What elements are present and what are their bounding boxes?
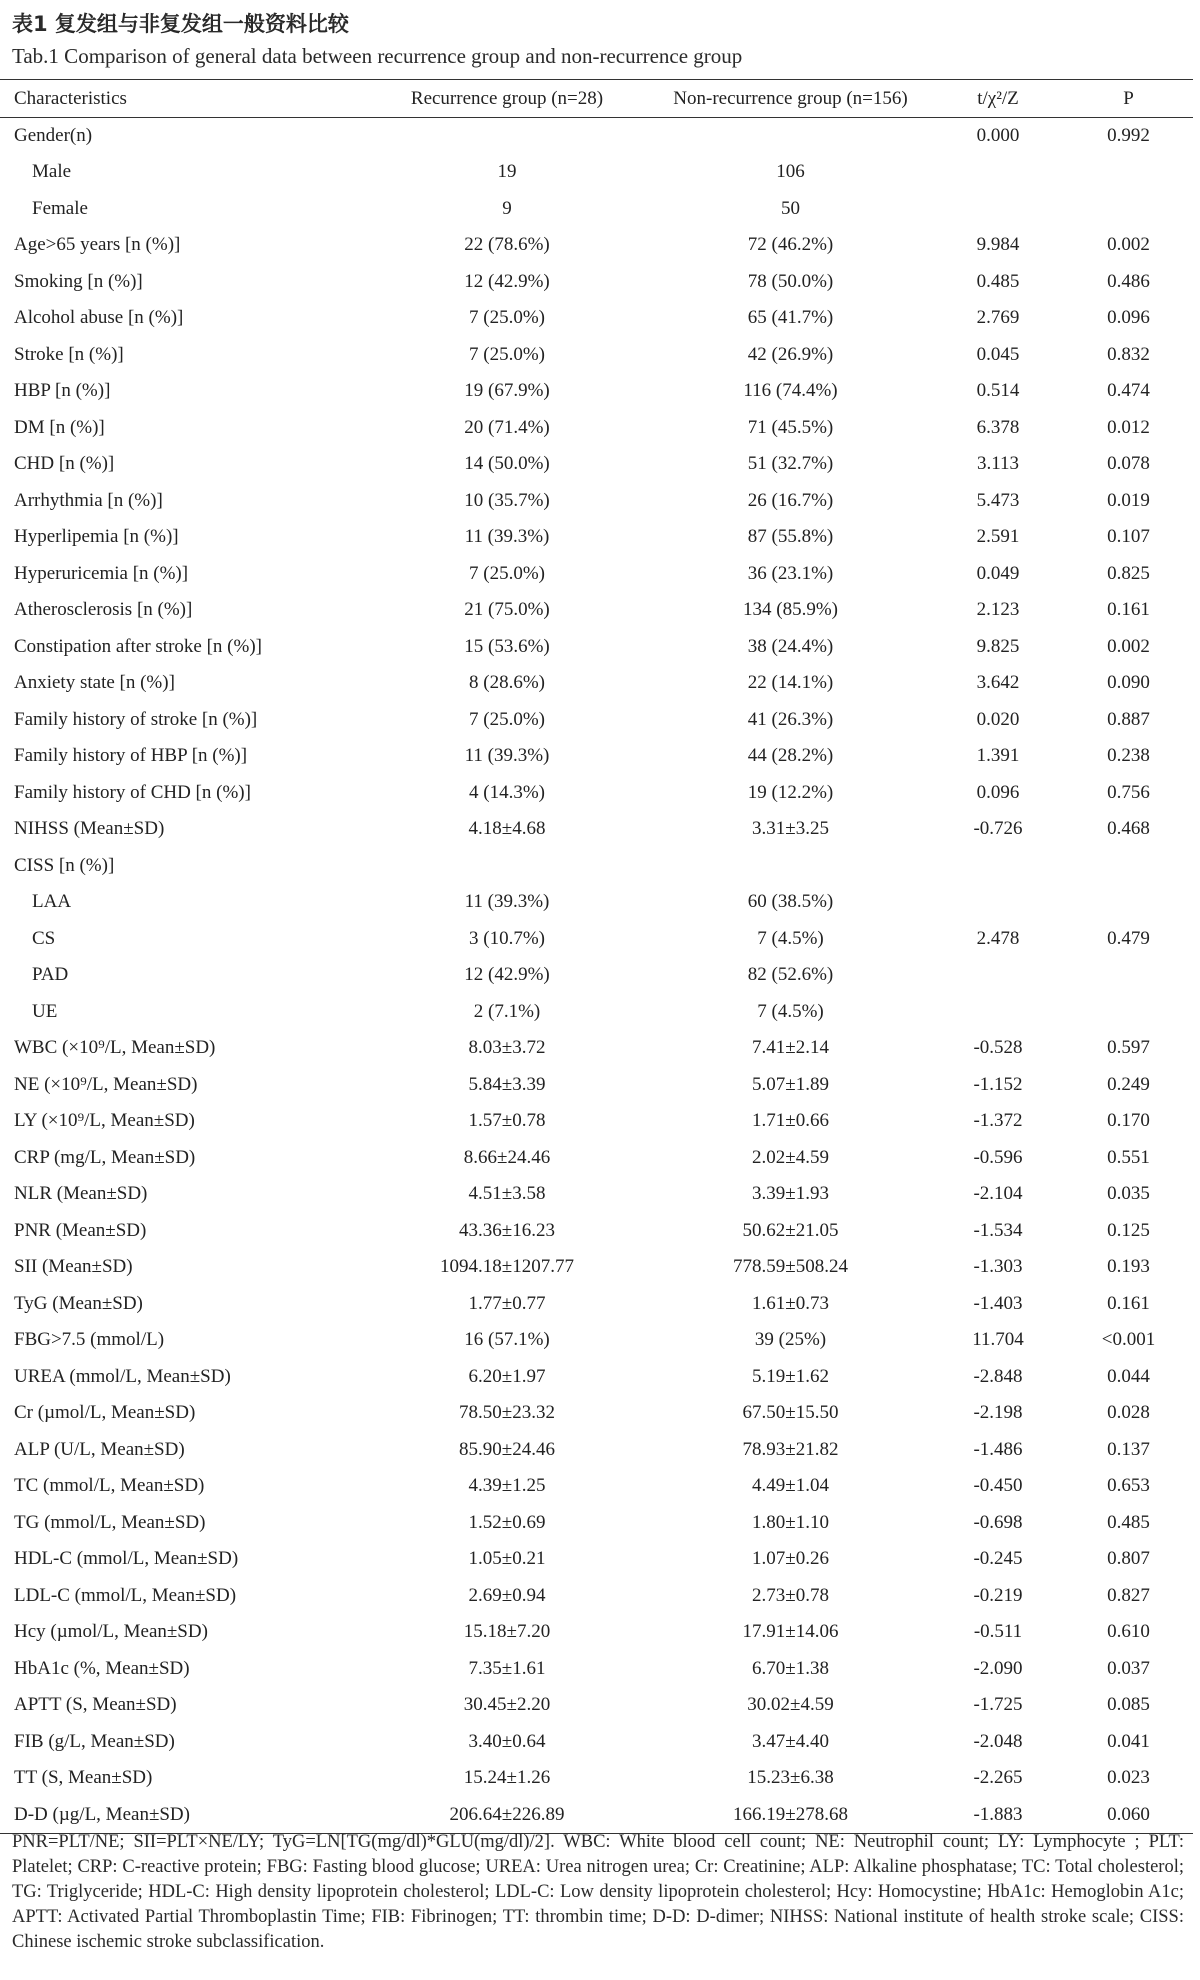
test-statistic-value: -0.245 xyxy=(973,1548,1023,1570)
non-recurrence-value: 1.61±0.73 xyxy=(752,1292,829,1314)
table-row xyxy=(0,702,1193,739)
row-label: PAD xyxy=(32,964,69,986)
non-recurrence-value: 39 (25%) xyxy=(754,1329,827,1351)
row-label: WBC (×10⁹/L, Mean±SD) xyxy=(14,1037,216,1059)
table-row xyxy=(0,1286,1193,1323)
recurrence-value: 206.64±226.89 xyxy=(365,1797,649,1834)
row-label: LAA xyxy=(32,891,72,913)
recurrence-value: 15 (53.6%) xyxy=(464,635,550,657)
table-row xyxy=(0,1395,1193,1432)
table-title-chinese: 表1 复发组与非复发组一般资料比较 xyxy=(12,12,349,36)
non-recurrence-value: 7 (4.5%) xyxy=(757,1000,824,1022)
non-recurrence-value: 2.02±4.59 xyxy=(752,1146,829,1168)
test-statistic-value xyxy=(932,884,1064,921)
test-statistic-value: 0.045 xyxy=(976,343,1020,365)
non-recurrence-value: 5.07±1.89 xyxy=(752,1073,829,1095)
p-value: 0.551 xyxy=(1107,1146,1150,1168)
row-label: DM [n (%)] xyxy=(14,416,105,438)
table-row xyxy=(0,1614,1193,1651)
recurrence-value: 21 (75.0%) xyxy=(464,599,550,621)
row-label: TT (S, Mean±SD) xyxy=(14,1767,153,1789)
test-statistic-value: 0.096 xyxy=(976,781,1020,803)
p-value: 0.041 xyxy=(1107,1730,1150,1752)
row-label: Family history of CHD [n (%)] xyxy=(14,781,251,803)
p-value: 0.023 xyxy=(1107,1767,1150,1789)
test-statistic-value: -1.725 xyxy=(973,1694,1023,1716)
table-row xyxy=(0,738,1193,775)
table-row xyxy=(0,1651,1193,1688)
recurrence-value: 19 (67.9%) xyxy=(464,380,550,402)
p-value: 0.019 xyxy=(1107,489,1150,511)
test-statistic-value xyxy=(932,154,1064,191)
row-label: SII (Mean±SD) xyxy=(14,1256,133,1278)
table-row xyxy=(0,665,1193,702)
table-row xyxy=(0,483,1193,520)
recurrence-value: 1.77±0.77 xyxy=(468,1292,546,1314)
non-recurrence-value: 51 (32.7%) xyxy=(747,453,834,475)
table-row xyxy=(0,1578,1193,1615)
p-value xyxy=(1064,957,1193,994)
recurrence-value: 11 (39.3%) xyxy=(464,526,550,548)
row-label: HBP [n (%)] xyxy=(14,380,111,402)
row-label: CRP (mg/L, Mean±SD) xyxy=(14,1146,196,1168)
test-statistic-value: 9.825 xyxy=(976,635,1020,657)
test-statistic-value: -1.883 xyxy=(932,1797,1064,1834)
comparison-table xyxy=(0,79,1193,1834)
p-value: 0.037 xyxy=(1107,1657,1150,1679)
test-statistic-value: 0.020 xyxy=(976,708,1020,730)
p-value: 0.028 xyxy=(1107,1402,1150,1424)
recurrence-value: 20 (71.4%) xyxy=(464,416,550,438)
test-statistic-value: -2.265 xyxy=(973,1767,1023,1789)
non-recurrence-value: 15.23±6.38 xyxy=(747,1767,834,1789)
table-row xyxy=(0,1541,1193,1578)
table-row xyxy=(0,1176,1193,1213)
test-statistic-value: 9.984 xyxy=(976,234,1020,256)
p-value: 0.610 xyxy=(1107,1621,1150,1643)
row-label: Family history of HBP [n (%)] xyxy=(14,745,248,767)
table-row xyxy=(0,994,1193,1031)
non-recurrence-value: 7 (4.5%) xyxy=(757,927,824,949)
test-statistic-value: 2.769 xyxy=(976,307,1020,329)
table-row xyxy=(0,410,1193,447)
table-row xyxy=(0,811,1193,848)
recurrence-value: 5.84±3.39 xyxy=(468,1073,546,1095)
recurrence-value: 4.18±4.68 xyxy=(468,818,546,840)
row-label: UE xyxy=(32,1000,58,1022)
test-statistic-value: 2.478 xyxy=(976,927,1020,949)
table-row xyxy=(0,957,1193,994)
non-recurrence-value: 78 (50.0%) xyxy=(747,270,834,292)
p-value: <0.001 xyxy=(1101,1329,1156,1351)
p-value: 0.012 xyxy=(1107,416,1150,438)
table-row xyxy=(0,1030,1193,1067)
recurrence-value: 7 (25.0%) xyxy=(469,343,545,365)
p-value: 0.193 xyxy=(1107,1256,1150,1278)
row-label: HbA1c (%, Mean±SD) xyxy=(14,1657,190,1679)
test-statistic-value: -2.848 xyxy=(973,1365,1023,1387)
row-label: Smoking [n (%)] xyxy=(14,270,143,292)
recurrence-value: 3.40±0.64 xyxy=(468,1730,546,1752)
test-statistic-value: -0.726 xyxy=(973,818,1023,840)
table-row xyxy=(0,446,1193,483)
test-statistic-value: -1.152 xyxy=(973,1073,1023,1095)
row-label: Male xyxy=(32,161,72,183)
row-label: ALP (U/L, Mean±SD) xyxy=(14,1438,185,1460)
table-row xyxy=(0,556,1193,593)
recurrence-value: 22 (78.6%) xyxy=(464,234,550,256)
row-label: TC (mmol/L, Mean±SD) xyxy=(14,1475,205,1497)
table-header-row xyxy=(0,80,1193,118)
test-statistic-value: -1.372 xyxy=(973,1110,1023,1132)
p-value: 0.085 xyxy=(1107,1694,1150,1716)
row-label: UREA (mmol/L, Mean±SD) xyxy=(14,1365,231,1387)
row-label: Stroke [n (%)] xyxy=(14,343,124,365)
p-value: 0.078 xyxy=(1107,453,1150,475)
row-label: Atherosclerosis [n (%)] xyxy=(14,599,193,621)
table-row xyxy=(0,154,1193,191)
test-statistic-value: -0.450 xyxy=(973,1475,1023,1497)
recurrence-value: 15.18±7.20 xyxy=(463,1621,551,1643)
non-recurrence-value: 1.71±0.66 xyxy=(752,1110,829,1132)
p-value: 0.486 xyxy=(1107,270,1150,292)
row-label: Family history of stroke [n (%)] xyxy=(14,708,258,730)
recurrence-value: 11 (39.3%) xyxy=(464,891,550,913)
table-row xyxy=(0,1432,1193,1469)
recurrence-value: 30.45±2.20 xyxy=(463,1694,551,1716)
non-recurrence-value: 87 (55.8%) xyxy=(747,526,834,548)
recurrence-value: 8.66±24.46 xyxy=(463,1146,551,1168)
test-statistic-value: 1.391 xyxy=(976,745,1020,767)
table-row xyxy=(0,1322,1193,1359)
recurrence-value: 1.05±0.21 xyxy=(468,1548,546,1570)
non-recurrence-value: 3.47±4.40 xyxy=(752,1730,829,1752)
test-statistic-value: -2.104 xyxy=(973,1183,1023,1205)
table-row xyxy=(0,1103,1193,1140)
recurrence-value: 1.57±0.78 xyxy=(468,1110,546,1132)
test-statistic-value: -0.219 xyxy=(973,1584,1023,1606)
recurrence-value: 10 (35.7%) xyxy=(464,489,550,511)
non-recurrence-value: 65 (41.7%) xyxy=(747,307,834,329)
recurrence-value: 78.50±23.32 xyxy=(459,1402,555,1424)
recurrence-value: 12 (42.9%) xyxy=(464,964,550,986)
recurrence-value: 7 (25.0%) xyxy=(469,708,545,730)
non-recurrence-value: 778.59±508.24 xyxy=(733,1256,848,1278)
test-statistic-value: -2.198 xyxy=(973,1402,1023,1424)
p-value: 0.653 xyxy=(1107,1475,1150,1497)
header-test-statistic: t/χ²/Z xyxy=(932,80,1064,118)
test-statistic-value xyxy=(932,957,1064,994)
non-recurrence-value: 1.80±1.10 xyxy=(752,1511,829,1533)
table-row xyxy=(0,1468,1193,1505)
table-row xyxy=(0,373,1193,410)
non-recurrence-value: 50.62±21.05 xyxy=(742,1219,839,1241)
row-label: Constipation after stroke [n (%)] xyxy=(14,635,262,657)
row-label: Hyperlipemia [n (%)] xyxy=(14,526,179,548)
p-value: 0.170 xyxy=(1107,1110,1150,1132)
table-row xyxy=(0,1067,1193,1104)
p-value: 0.832 xyxy=(1107,343,1150,365)
test-statistic-value: -1.303 xyxy=(973,1256,1023,1278)
test-statistic-value: 3.113 xyxy=(976,453,1020,475)
p-value: 0.474 xyxy=(1107,380,1150,402)
p-value: 0.249 xyxy=(1107,1073,1150,1095)
non-recurrence-value: 78.93±21.82 xyxy=(742,1438,839,1460)
table-row xyxy=(0,1213,1193,1250)
row-label: CHD [n (%)] xyxy=(14,453,115,475)
p-value: 0.090 xyxy=(1107,672,1150,694)
non-recurrence-value: 4.49±1.04 xyxy=(752,1475,829,1497)
p-value: 0.756 xyxy=(1107,781,1150,803)
non-recurrence-value: 41 (26.3%) xyxy=(747,708,834,730)
recurrence-value: 43.36±16.23 xyxy=(459,1219,555,1241)
recurrence-value: 16 (57.1%) xyxy=(464,1329,550,1351)
row-label: Hcy (µmol/L, Mean±SD) xyxy=(14,1621,208,1643)
test-statistic-value: -0.528 xyxy=(973,1037,1023,1059)
row-label: Gender(n) xyxy=(14,125,93,146)
row-label: NE (×10⁹/L, Mean±SD) xyxy=(14,1073,198,1095)
table-row xyxy=(0,592,1193,629)
non-recurrence-value: 42 (26.9%) xyxy=(747,343,834,365)
recurrence-value: 11 (39.3%) xyxy=(464,745,550,767)
recurrence-value: 19 xyxy=(497,161,517,183)
test-statistic-value: -1.486 xyxy=(973,1438,1023,1460)
non-recurrence-value: 36 (23.1%) xyxy=(747,562,834,584)
recurrence-value: 12 (42.9%) xyxy=(464,270,550,292)
recurrence-value: 15.24±1.26 xyxy=(463,1767,551,1789)
table-row xyxy=(0,884,1193,921)
row-label: Female xyxy=(32,197,88,219)
test-statistic-value: 3.642 xyxy=(976,672,1020,694)
table-row xyxy=(0,629,1193,666)
p-value: 0.468 xyxy=(1107,818,1150,840)
test-statistic-value: -1.403 xyxy=(973,1292,1023,1314)
non-recurrence-value: 60 (38.5%) xyxy=(747,891,834,913)
recurrence-value: 85.90±24.46 xyxy=(459,1438,555,1460)
p-value: 0.807 xyxy=(1107,1548,1150,1570)
row-label: HDL-C (mmol/L, Mean±SD) xyxy=(14,1548,239,1570)
table-body xyxy=(0,118,1193,1834)
p-value: 0.035 xyxy=(1107,1183,1150,1205)
recurrence-value: 7.35±1.61 xyxy=(468,1657,546,1679)
non-recurrence-value: 72 (46.2%) xyxy=(747,234,834,256)
non-recurrence-value: 1.07±0.26 xyxy=(752,1548,829,1570)
table-row xyxy=(0,1687,1193,1724)
non-recurrence-value: 3.31±3.25 xyxy=(752,818,829,840)
recurrence-value: 7 (25.0%) xyxy=(469,307,545,329)
table-row xyxy=(0,191,1193,228)
p-value: 0.485 xyxy=(1107,1511,1150,1533)
non-recurrence-value: 3.39±1.93 xyxy=(752,1183,829,1205)
table-row xyxy=(0,1724,1193,1761)
test-statistic-value: 0.000 xyxy=(976,125,1020,146)
p-value: 0.137 xyxy=(1107,1438,1150,1460)
table-row xyxy=(0,118,1193,155)
p-value: 0.992 xyxy=(1107,125,1150,146)
non-recurrence-value: 38 (24.4%) xyxy=(747,635,834,657)
recurrence-value: 3 (10.7%) xyxy=(469,927,545,949)
row-label: NIHSS (Mean±SD) xyxy=(14,818,165,840)
table-row xyxy=(0,921,1193,958)
recurrence-value: 4 (14.3%) xyxy=(469,781,545,803)
recurrence-value: 8 (28.6%) xyxy=(469,672,545,694)
recurrence-value: 14 (50.0%) xyxy=(464,453,550,475)
table-row xyxy=(0,1140,1193,1177)
non-recurrence-value xyxy=(649,118,932,155)
p-value: 0.479 xyxy=(1107,927,1150,949)
row-label: Alcohol abuse [n (%)] xyxy=(14,307,184,329)
row-label: D-D (µg/L, Mean±SD) xyxy=(0,1797,365,1834)
table-row xyxy=(0,775,1193,812)
non-recurrence-value: 6.70±1.38 xyxy=(752,1657,829,1679)
p-value: 0.044 xyxy=(1107,1365,1150,1387)
non-recurrence-value: 30.02±4.59 xyxy=(747,1694,834,1716)
header-recurrence-group: Recurrence group (n=28) xyxy=(365,80,649,118)
non-recurrence-value: 44 (28.2%) xyxy=(747,745,834,767)
table-row xyxy=(0,1249,1193,1286)
recurrence-value: 7 (25.0%) xyxy=(469,562,545,584)
p-value: 0.096 xyxy=(1107,307,1150,329)
row-label: APTT (S, Mean±SD) xyxy=(14,1694,177,1716)
test-statistic-value: 2.591 xyxy=(976,526,1020,548)
test-statistic-value: 2.123 xyxy=(976,599,1020,621)
table-row xyxy=(0,227,1193,264)
test-statistic-value xyxy=(932,848,1064,885)
test-statistic-value: -2.048 xyxy=(973,1730,1023,1752)
p-value xyxy=(1064,191,1193,228)
row-label: PNR (Mean±SD) xyxy=(14,1219,147,1241)
p-value xyxy=(1064,884,1193,921)
row-label: NLR (Mean±SD) xyxy=(14,1183,148,1205)
row-label: TG (mmol/L, Mean±SD) xyxy=(14,1511,206,1533)
non-recurrence-value: 19 (12.2%) xyxy=(747,781,834,803)
row-label: TyG (Mean±SD) xyxy=(14,1292,143,1314)
test-statistic-value: 0.049 xyxy=(976,562,1020,584)
test-statistic-value: 0.514 xyxy=(976,380,1020,402)
p-value: 0.002 xyxy=(1107,234,1150,256)
non-recurrence-value: 17.91±14.06 xyxy=(742,1621,839,1643)
row-label: LDL-C (mmol/L, Mean±SD) xyxy=(14,1584,237,1606)
p-value: 0.238 xyxy=(1107,745,1150,767)
non-recurrence-value: 82 (52.6%) xyxy=(747,964,834,986)
recurrence-value: 4.39±1.25 xyxy=(468,1475,546,1497)
test-statistic-value: 0.485 xyxy=(976,270,1020,292)
recurrence-value xyxy=(365,848,649,885)
recurrence-value xyxy=(365,118,649,155)
recurrence-value: 1.52±0.69 xyxy=(468,1511,546,1533)
p-value: 0.161 xyxy=(1107,599,1150,621)
header-p-value: P xyxy=(1064,80,1193,118)
non-recurrence-value: 5.19±1.62 xyxy=(752,1365,829,1387)
recurrence-value: 6.20±1.97 xyxy=(468,1365,546,1387)
table-title-english: Tab.1 Comparison of general data between recurrence group and non-recurrence group xyxy=(12,44,743,68)
non-recurrence-value: 67.50±15.50 xyxy=(742,1402,839,1424)
test-statistic-value: -1.534 xyxy=(973,1219,1023,1241)
row-label: FIB (g/L, Mean±SD) xyxy=(14,1730,175,1752)
table-row xyxy=(0,337,1193,374)
row-label: FBG>7.5 (mmol/L) xyxy=(14,1329,165,1351)
p-value: 0.107 xyxy=(1107,526,1150,548)
row-label: Cr (µmol/L, Mean±SD) xyxy=(14,1402,196,1424)
header-non-recurrence-group: Non-recurrence group (n=156) xyxy=(649,80,932,118)
test-statistic-value: -0.698 xyxy=(973,1511,1023,1533)
non-recurrence-value: 26 (16.7%) xyxy=(747,489,834,511)
row-label: CISS [n (%)] xyxy=(14,854,115,876)
recurrence-value: 4.51±3.58 xyxy=(468,1183,546,1205)
non-recurrence-value: 2.73±0.78 xyxy=(752,1584,829,1606)
test-statistic-value: -2.090 xyxy=(973,1657,1023,1679)
p-value: 0.002 xyxy=(1107,635,1150,657)
test-statistic-value xyxy=(932,994,1064,1031)
table-row xyxy=(0,1760,1193,1797)
test-statistic-value xyxy=(932,191,1064,228)
row-label: CS xyxy=(32,927,56,949)
p-value xyxy=(1064,994,1193,1031)
p-value: 0.827 xyxy=(1107,1584,1150,1606)
non-recurrence-value: 7.41±2.14 xyxy=(752,1037,829,1059)
recurrence-value: 2.69±0.94 xyxy=(468,1584,546,1606)
recurrence-value: 1094.18±1207.77 xyxy=(440,1256,574,1278)
table-row xyxy=(0,848,1193,885)
header-characteristics: Characteristics xyxy=(0,80,365,118)
table-row xyxy=(0,1797,1193,1834)
non-recurrence-value: 106 xyxy=(776,161,805,183)
p-value: 0.060 xyxy=(1064,1797,1193,1834)
non-recurrence-value: 116 (74.4%) xyxy=(743,380,838,402)
table-row xyxy=(0,1505,1193,1542)
p-value: 0.825 xyxy=(1107,562,1150,584)
recurrence-value: 2 (7.1%) xyxy=(473,1000,541,1022)
p-value: 0.161 xyxy=(1107,1292,1150,1314)
row-label: Hyperuricemia [n (%)] xyxy=(14,562,189,584)
row-label: LY (×10⁹/L, Mean±SD) xyxy=(14,1110,195,1132)
test-statistic-value: 5.473 xyxy=(976,489,1020,511)
table-row xyxy=(0,264,1193,301)
recurrence-value: 8.03±3.72 xyxy=(468,1037,546,1059)
row-label: Arrhythmia [n (%)] xyxy=(14,489,163,511)
non-recurrence-value: 71 (45.5%) xyxy=(747,416,834,438)
row-label: Anxiety state [n (%)] xyxy=(14,672,175,694)
table-row xyxy=(0,519,1193,556)
non-recurrence-value: 166.19±278.68 xyxy=(649,1797,932,1834)
p-value: 0.597 xyxy=(1107,1037,1150,1059)
p-value: 0.125 xyxy=(1107,1219,1150,1241)
test-statistic-value: 6.378 xyxy=(976,416,1020,438)
non-recurrence-value: 50 xyxy=(781,197,800,219)
recurrence-value: 9 xyxy=(502,197,512,219)
row-label: Age>65 years [n (%)] xyxy=(14,234,181,256)
table-footnote: PNR=PLT/NE; SII=PLT×NE/LY; TyG=LN[TG(mg/dl)*GLU(mg/dl)/2]. WBC: White blood cell count; NE: Neutrophil count; LY: Lymphocyte ; PLT: Platelet; CRP: C-reactive protein; FBG: Fasting blood glucose; UREA: Urea nitrogen urea; Cr: Creatinine; ALP: Alkaline phosphatase; TC: Total cholesterol; TG: Triglyceride; HDL-C: High density lipoprotein cholesterol; LDL-C: Low density lipoprotein cholesterol; Hcy: Homocystine; HbA1c: Hemoglobin A1c; APTT: Activated Partial Thromboplastin Time; FIB: Fibrinogen; TT: thrombin time; D-D: D-dimer; NIHSS: National institute of health stroke scale; CISS: Chinese ischemic stroke subclassification. xyxy=(12,1832,1184,1952)
non-recurrence-value: 22 (14.1%) xyxy=(747,672,834,694)
non-recurrence-value: 134 (85.9%) xyxy=(743,599,838,621)
p-value: 0.887 xyxy=(1107,708,1150,730)
test-statistic-value: 11.704 xyxy=(972,1329,1024,1351)
table-row xyxy=(0,1359,1193,1396)
non-recurrence-value xyxy=(649,848,932,885)
test-statistic-value: -0.596 xyxy=(973,1146,1023,1168)
test-statistic-value: -0.511 xyxy=(973,1621,1023,1643)
table-row xyxy=(0,300,1193,337)
p-value xyxy=(1064,848,1193,885)
p-value xyxy=(1064,154,1193,191)
